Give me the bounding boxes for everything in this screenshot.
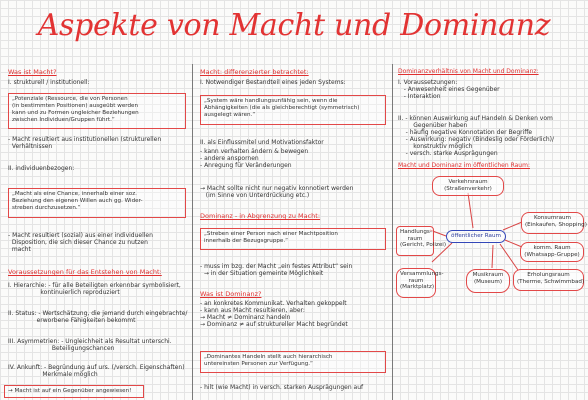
right-effects: II. - können Auswirkung auf Handeln & Denken vom Gegenüber haben - häufig negative Konnotation der Begriffe - Auswirkung: negativ (Bindeslig oder Förderlich)/ konstruktiv möglich - versch. starke Ausprägungen [398,115,555,157]
left-heading-prerequisites: Voraussetzungen für das Entstehen von Macht: [8,268,162,276]
left-quote-individual: „Macht als eine Chance, innerhalb einer soz. Beziehung den eigenen Willen auch gg. Wider- streben durchzusetzen.“ [8,188,186,218]
left-individual-label: II. individuenbezogen: [8,165,75,172]
middle-influence-conclusion: → Macht sollte nicht nur negativ konnotiert werden (im Sinne von Unterdrückung etc.) [200,185,354,199]
left-individual-note: - Macht resultiert (sozial) aus einer individuellen Disposition, die sich dieser Chance zu nutzen macht [8,232,153,253]
left-quote-structural: „Potenziale (Ressource, die von Personen (in bestimmten Positionen) ausgeübt werden kann und zu Formen ungleicher Beziehungen zwischen Individuen/Gruppen führt.“ [8,93,186,129]
left-asymmetries: III. Asymmetrien: - Ungleichheit als Resultat unterschi. Beteiligungschancen [8,338,172,352]
left-heading-power: Was ist Macht? [8,68,57,76]
right-heading-relation: Dominanzverhältnis von Macht und Dominanz: [398,68,539,75]
node-assembly-space: Versammlungs- raum (Marktplatz) [396,268,436,298]
middle-system-label: I. Notwendiger Bestandteil eines jeden Systems: [200,79,346,86]
node-communication-space: komm. Raum (Whatsapp-Gruppe) [520,242,584,262]
node-public-space: öffentlicher Raum [446,230,506,243]
right-prerequisites: I. Voraussetzungen: - Anwesenheit eines Gegenüber - Interaktion [398,79,500,100]
left-hierarchy: I. Hierarchie: - für alle Beteiligten erkennbar symbolisiert, kontinuierlich reproduziert [8,282,181,296]
page-title: Aspekte von Macht und Dominanz [37,8,551,43]
middle-heading-what-dominance: Was ist Dominanz? [200,290,262,298]
node-traffic-space: Verkehrsraum (Straßenverkehr) [432,176,504,196]
middle-dominance-list: - an konkretes Kommunikat. Verhalten gekoppelt - kann aus Macht resultieren, aber: → Macht ≠ Dominanz handeln → Dominanz ≠ auf struktureller Macht begründet [200,300,348,328]
left-structural-label: I. strukturell / institutionell: [8,79,90,86]
middle-quote-dominance: „Streben einer Person nach einer Machtposition innerhalb der Bezugsgruppe.“ [200,228,386,250]
middle-quote-system: „System wäre handlungsunfähig sein, wenn die Abhängigkeiten (die als gleichberechtigt (symmetrisch) ausgelegt wären.“ [200,95,386,125]
middle-dominance-note: - muss im bzg. der Macht „ein festes Attribut“ sein → in der Situation gemeinte Möglichkeit [200,263,353,277]
middle-heading-dominance: Dominanz - in Abgrenzung zu Macht: [200,212,321,220]
node-action-space: Handlungs- raum (Gericht, Polizei) [396,226,434,256]
middle-influence-list: - kann verhalten ändern & bewegen - andere anspornen - Anregung für Veränderungen [200,148,309,169]
node-recreation-space: Erholungsraum (Therme, Schwimmbad) [513,269,584,291]
node-consumer-space: Konsumraum (Einkaufen, Shopping) [521,212,584,234]
node-museum-space: Musikraum (Museum) [466,269,510,293]
middle-intensity-note: - hilt (wie Macht) in versch. starken Ausprägungen auf [200,384,364,391]
middle-heading-differentiated: Macht: differenzierter betrachtet: [200,68,309,76]
left-structural-note: - Macht resultiert aus institutionellen (strukturellen Verhältnissen [8,136,162,150]
middle-quote-dominant-action: „Dominantes Handeln stellt auch hierarchisch untereinsten Personen zur Verfügung.“ [200,351,386,373]
left-origin: IV. Ankunft: - Begründung auf urs. (/versch. Eigenschaften) Merkmale möglich [8,364,185,378]
left-status: II. Status: - Wertschätzung, die jemand durch eingebrachte/ erworbene Fähigkeiten bekommt [8,310,188,324]
right-heading-public-space: Macht und Dominanz im öffentlichen Raum: [398,162,530,169]
left-conclusion: → Macht ist auf ein Gegenüber angewiesen! [4,385,144,398]
middle-influence-label: II. als Einflussmitel und Motivationsfaktor [200,139,324,146]
